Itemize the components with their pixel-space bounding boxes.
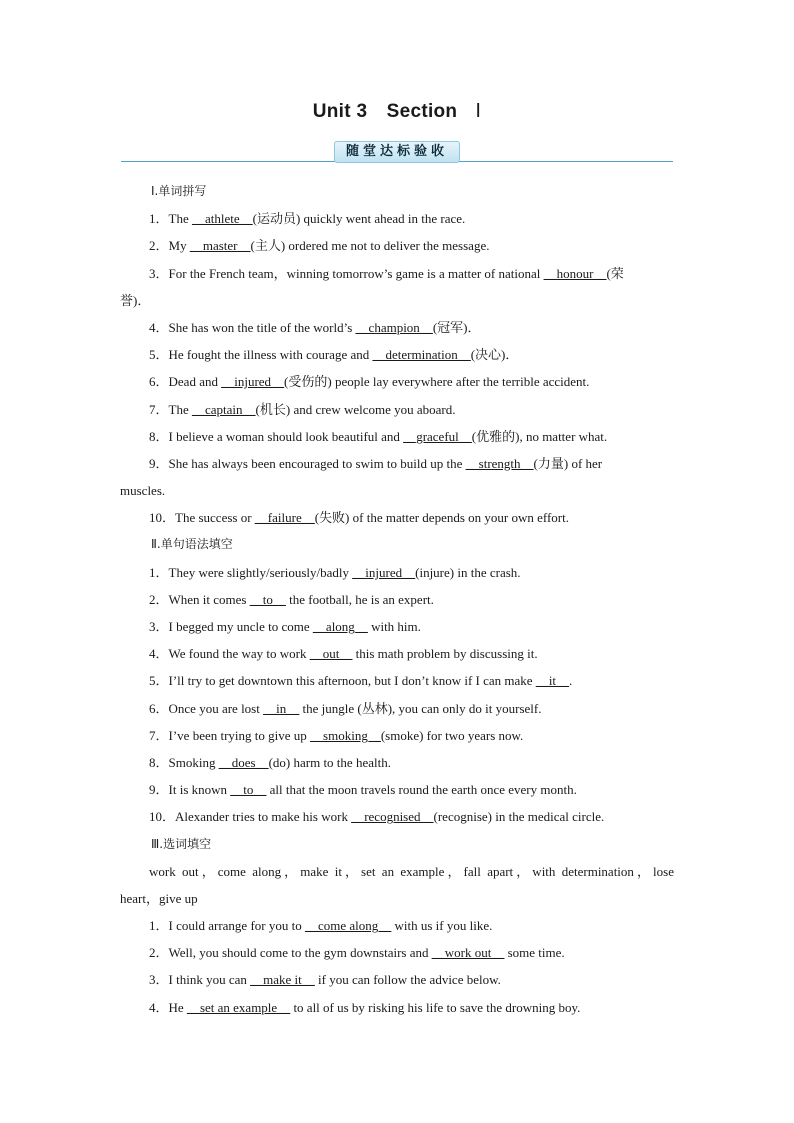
item-text: the football, he is an expert. [285, 591, 434, 607]
answer-blank: __come along__ [304, 918, 392, 934]
item-number: 7． [149, 727, 169, 743]
exercise-item [120, 966, 674, 993]
item-number: 3． [149, 972, 169, 988]
exercise-item [120, 341, 674, 368]
item-number: 9． [149, 455, 169, 471]
item-text: (smoke) for two years now. [380, 727, 524, 743]
exercise-item [120, 912, 674, 939]
exercise-item [120, 260, 674, 287]
item-number: 4． [149, 646, 169, 662]
answer-blank: __make it__ [250, 972, 315, 988]
exercise-item [120, 368, 674, 395]
answer-blank: __injured__ [221, 374, 285, 390]
answer-blank: __it__ [535, 673, 570, 689]
item-number: 3． [149, 619, 169, 634]
answer-blank: __to__ [230, 782, 267, 798]
item-text: He fought the illness with courage and [168, 347, 373, 363]
item-text: some time. [504, 945, 565, 961]
item-text: with him. [367, 619, 421, 634]
item-number: 8． [149, 754, 169, 770]
item-text: The [168, 211, 192, 227]
exercise-item [120, 559, 674, 586]
item-number: 1． [149, 918, 169, 934]
exercise-item [120, 776, 674, 803]
item-number: 2． [149, 238, 169, 254]
item-number: 6． [149, 700, 169, 716]
exercise-item [120, 722, 674, 749]
item-text: She has won the title of the world’s [168, 319, 356, 335]
item-text: It is known [168, 782, 231, 798]
exercise-item [120, 939, 674, 966]
item-number: 9． [149, 782, 169, 798]
item-number: 8． [149, 428, 169, 444]
answer-blank: __in__ [263, 700, 300, 716]
item-text: (主人) ordered me not to deliver the message. [250, 238, 490, 254]
item-number: 1． [149, 211, 169, 227]
item-text: He [168, 999, 187, 1015]
item-text: Alexander tries to make his work [175, 809, 352, 825]
exercise-content [120, 178, 674, 1021]
item-text: Dead and [168, 374, 222, 390]
item-text: The success or [175, 510, 255, 526]
answer-blank: __does__ [218, 754, 269, 770]
section-heading: Ⅱ.单句语法填空 [151, 537, 233, 552]
item-number: 2． [149, 945, 169, 961]
answer-blank: __failure__ [254, 510, 315, 526]
item-text: (do) harm to the health. [268, 754, 391, 770]
item-text: this math problem by discussing it. [352, 646, 538, 662]
item-text: (受伤的) people lay everywhere after the terrible accident. [284, 374, 590, 390]
item-text: I’ve been trying to give up [168, 727, 311, 743]
item-text: (优雅的), no matter what. [471, 428, 608, 444]
exercise-item [120, 695, 674, 722]
item-text: The [168, 401, 192, 417]
section-banner: 随堂达标验收 [334, 141, 460, 163]
item-text: Smoking [168, 754, 219, 770]
answer-blank: __set an example__ [186, 999, 291, 1015]
item-text: if you can follow the advice below. [314, 972, 501, 988]
item-text: (冠军)． [432, 319, 481, 335]
item-number: 7． [149, 401, 169, 417]
exercise-item [120, 504, 674, 531]
section-heading: Ⅰ.单词拼写 [151, 184, 207, 198]
answer-blank: __out__ [309, 646, 353, 662]
item-text: (运动员) quickly went ahead in the race. [252, 211, 466, 227]
page-title [0, 100, 794, 123]
title-text: Unit 3 Section [312, 101, 458, 122]
item-text: the jungle (丛林), you can only do it yourself. [299, 700, 542, 716]
item-text: Once you are lost [168, 700, 264, 716]
answer-blank: __work out__ [431, 945, 505, 961]
item-text: (荣 [606, 265, 624, 281]
answer-blank: __smoking__ [310, 727, 381, 743]
exercise-item [120, 803, 674, 830]
exercise-item [120, 586, 674, 613]
exercise-item [120, 423, 674, 450]
answer-blank: __along__ [312, 619, 368, 634]
item-number: 10． [149, 809, 176, 825]
exercise-item [120, 396, 674, 423]
item-number: 2． [149, 591, 169, 607]
exercise-item [120, 613, 674, 640]
item-text: Well, you should come to the gym downstairs and [168, 945, 432, 961]
exercise-item [120, 232, 674, 259]
item-number: 5． [149, 673, 169, 689]
exercise-item [120, 450, 674, 477]
word-bank-continuation: heart，give up [120, 890, 198, 906]
answer-blank: __injured__ [352, 564, 416, 580]
item-text: to all of us by risking his life to save the drowning boy. [290, 999, 581, 1015]
answer-blank: __recognised__ [351, 809, 434, 825]
exercise-item [120, 314, 674, 341]
answer-blank: __determination__ [372, 347, 471, 363]
item-number: 10． [149, 510, 176, 526]
item-number: 5． [149, 347, 169, 363]
item-text: My [168, 238, 190, 254]
item-text: She has always been encouraged to swim to build up the [168, 455, 466, 471]
item-number: 4． [149, 999, 169, 1015]
title-roman-numeral: Ⅰ [475, 101, 482, 122]
item-text: They were slightly/seriously/badly [168, 564, 353, 580]
item-text: For the French team，winning tomorrow’s game is a matter of national [168, 265, 544, 281]
item-text: . [569, 673, 573, 689]
item-text: We found the way to work [168, 646, 310, 662]
answer-blank: __athlete__ [191, 211, 253, 227]
answer-blank: __graceful__ [403, 428, 472, 444]
exercise-item [120, 749, 674, 776]
item-text: (决心)． [470, 347, 519, 363]
answer-blank: __master__ [189, 238, 251, 254]
item-text: (力量) of her [533, 455, 603, 471]
item-number: 1． [149, 564, 169, 580]
section-heading: Ⅲ.选词填空 [151, 836, 212, 851]
exercise-item [120, 994, 674, 1021]
item-text: (机长) and crew welcome you aboard. [255, 401, 456, 417]
item-number: 4． [149, 319, 169, 335]
answer-blank: __captain__ [191, 401, 256, 417]
exercise-item [120, 667, 674, 694]
item-text: I could arrange for you to [168, 918, 305, 934]
answer-blank: __strength__ [465, 455, 534, 471]
item-number: 3． [149, 265, 169, 281]
exercise-item-continuation: 誉)． [120, 292, 151, 308]
item-text: (recognise) in the medical circle. [433, 809, 605, 825]
item-text: all that the moon travels round the earth once every month. [266, 782, 577, 798]
item-text: I’ll try to get downtown this afternoon, but I don’t know if I can make [168, 673, 536, 689]
item-text: I think you can [168, 972, 251, 988]
answer-blank: __to__ [249, 591, 286, 607]
answer-blank: __honour__ [543, 265, 607, 281]
exercise-item-continuation: muscles. [120, 483, 166, 499]
item-text: When it comes [168, 591, 250, 607]
item-text: with us if you like. [391, 918, 493, 934]
exercise-item [120, 205, 674, 232]
item-text: I begged my uncle to come [168, 619, 313, 634]
word-bank: work out，come along，make it，set an example，fall apart，with determination，lose [149, 863, 674, 879]
item-text: I believe a woman should look beautiful and [168, 428, 404, 444]
exercise-item [120, 640, 674, 667]
item-text: (失败) of the matter depends on your own effort. [314, 510, 569, 526]
item-number: 6． [149, 374, 169, 390]
item-text: (injure) in the crash. [415, 564, 521, 580]
answer-blank: __champion__ [355, 319, 433, 335]
